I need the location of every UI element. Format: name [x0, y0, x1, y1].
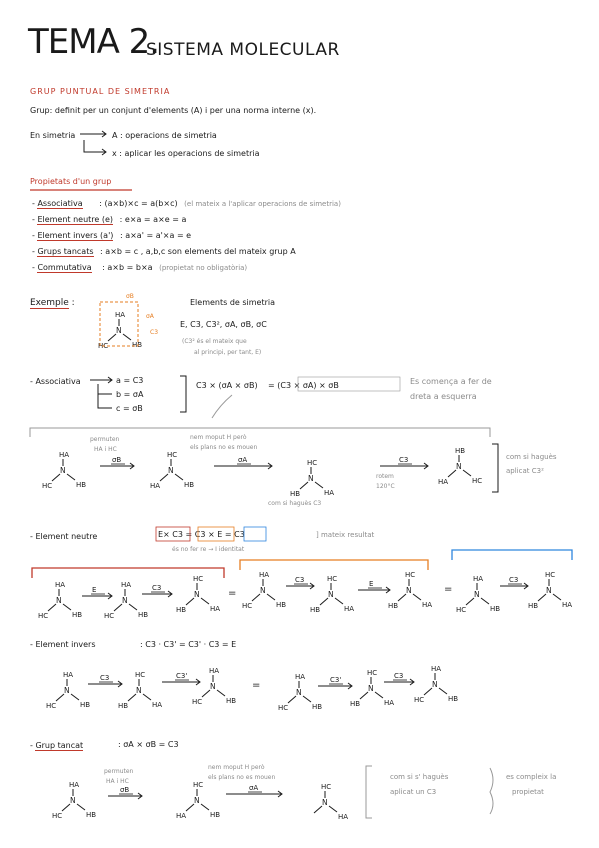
highlight-box [198, 527, 234, 541]
arrow-label: C3 [509, 576, 519, 584]
pointer-arrow [212, 395, 232, 418]
bond-line [186, 598, 194, 605]
atom-label: HB [72, 611, 83, 619]
atom-label: HC [405, 571, 416, 579]
tancat-side-4: propietat [512, 788, 544, 796]
atom-label: HA [115, 311, 126, 319]
atom-label: HA [152, 701, 163, 709]
bond-line [267, 594, 275, 600]
invers-label: - Element invers [30, 640, 96, 649]
nitrogen-atom: N [122, 596, 128, 605]
nitrogen-atom: N [60, 466, 66, 475]
side-note-1: com si haguès [506, 453, 557, 461]
property-row: - Associativa : (a×b)×c = a(b×c) (el mateix a l'aplicar operacions de simetria) [32, 199, 341, 208]
atom-label: HA [562, 601, 573, 609]
bond-line [439, 688, 447, 694]
properties-heading: Propietats d'un grup [30, 177, 112, 186]
atom-label: HB [276, 601, 287, 609]
property-row: - Element neutre (e) : e×a = a×e = a [32, 215, 187, 224]
tancat-label: - Grup tancat [30, 741, 84, 750]
elements-note-2: al principi, per tant, E) [194, 349, 262, 356]
bond-line [186, 804, 194, 811]
no-mou-note-1: nem moput H però [190, 434, 247, 441]
tancat-side-2: aplicat un C3 [390, 788, 437, 796]
atom-label: HC [193, 575, 204, 583]
bracket [180, 376, 186, 412]
property-row: - Commutativa : a×b = b×a (propietat no obligatòria) [32, 263, 248, 272]
atom-label: HC [135, 671, 146, 679]
assoc-a: a = C3 [116, 376, 144, 385]
atom-label: HB [312, 703, 323, 711]
atom-label: HA [63, 671, 74, 679]
nitrogen-atom: N [194, 590, 200, 599]
atom-label: HA [121, 581, 132, 589]
atom-label: HB [388, 602, 399, 610]
tancat-permuten-2: HA i HC [106, 778, 129, 785]
plane-label: σA [146, 313, 154, 320]
elements-note-1: (C3² és el mateix que [182, 338, 247, 345]
property-note: (propietat no obligatòria) [159, 264, 248, 272]
bond-line [63, 604, 71, 610]
en-simetria-label: En simetria [30, 131, 76, 140]
page-title: TEMA 2. [28, 22, 160, 62]
atom-label: HC [327, 575, 338, 583]
page-subtitle: SISTEMA MOLECULAR [146, 40, 340, 60]
rotem-note-1: rotem [376, 473, 394, 480]
bond-line [52, 474, 60, 481]
bond-line [108, 334, 116, 341]
atom-label: HC [367, 669, 378, 677]
assoc-label: - Associativa [30, 377, 81, 386]
atom-label: HC [46, 702, 57, 710]
nitrogen-atom: N [328, 590, 334, 599]
bond-line [201, 804, 209, 810]
property-row: - Grups tancats : a×b = c , a,b,c son elements del mateix grup A [32, 247, 296, 256]
bond-line [481, 598, 489, 604]
bond-line [320, 598, 328, 605]
bond-line [314, 806, 322, 813]
com-si-note: com si haguès C3 [268, 500, 322, 507]
invers-eq: : C3 · C3' = C3' · C3 = E [140, 640, 237, 649]
atom-label: HC [307, 459, 318, 467]
atom-label: HA [295, 673, 306, 681]
bond-line [375, 692, 383, 698]
property-formula: : (a×b)×c = a(b×c) [99, 199, 178, 208]
atom-label: HB [226, 697, 237, 705]
arrow-label: σA [238, 456, 248, 464]
bond-line [424, 688, 432, 695]
example-label: Exemple : [30, 298, 75, 308]
atom-label: HA [324, 489, 335, 497]
atom-label: HB [118, 702, 129, 710]
nitrogen-atom: N [368, 684, 374, 693]
tancat-no-mou-2: els plans no es mouen [208, 774, 276, 781]
property-row: - Element invers (a') : a×a' = a'×a = e [32, 231, 192, 240]
connector-line [84, 140, 106, 152]
arrow-label: C3 [152, 584, 162, 592]
atom-label: HC [242, 602, 253, 610]
bond-line [123, 334, 131, 340]
nitrogen-atom: N [456, 462, 462, 471]
bond-line [315, 482, 323, 488]
equals-sign: = [228, 588, 237, 599]
tancat-permuten-1: permuten [104, 768, 134, 775]
atom-label: HB [350, 700, 361, 708]
atom-label: HB [138, 611, 149, 619]
bond-line [360, 692, 368, 699]
nitrogen-atom: N [116, 326, 122, 335]
arrow-label: C3' [176, 672, 188, 680]
assoc-comment-1: Es comença a fer de [410, 377, 492, 386]
no-mou-note-2: els plans no es mouen [190, 444, 258, 451]
bond-line [398, 594, 406, 601]
nitrogen-atom: N [64, 686, 70, 695]
bond-line [143, 694, 151, 700]
bond-line [303, 696, 311, 702]
nitrogen-atom: N [296, 688, 302, 697]
plane-label: σB [126, 293, 134, 300]
bond-line [413, 594, 421, 600]
arrow-label: C3' [330, 676, 342, 684]
neutre-note: és no fer re → I identitat [172, 546, 245, 553]
atom-label: HA [59, 451, 70, 459]
connector-line [98, 384, 112, 394]
arrow-label: C3 [399, 456, 409, 464]
neutre-result: ] mateix resultat [316, 531, 375, 539]
bond-line [300, 482, 308, 489]
bond-line [553, 594, 561, 600]
property-formula: : a×b = b×a [102, 263, 153, 272]
atom-label: HC [167, 451, 178, 459]
atom-label: HB [76, 481, 87, 489]
assoc-eq-left: C3 × (σA × σB) [196, 381, 258, 390]
nitrogen-atom: N [70, 796, 76, 805]
definition-x: x : aplicar les operacions de simetria [112, 149, 260, 158]
bond-line [129, 604, 137, 610]
tancat-no-mou-1: nem moput H però [208, 764, 265, 771]
grouping-box [298, 377, 400, 391]
bond-line [128, 694, 136, 701]
equals-sign: = [252, 680, 261, 691]
atom-label: HB [310, 606, 321, 614]
permuten-note-1: permuten [90, 436, 120, 443]
rotem-note-2: 120°C [376, 483, 395, 490]
property-note: (el mateix a l'aplicar operacions de simetria) [184, 200, 341, 208]
atom-label: HC [321, 783, 332, 791]
nitrogen-atom: N [260, 586, 266, 595]
neutre-label: - Element neutre [30, 532, 98, 541]
atom-label: HA [176, 812, 187, 820]
arrow-label: σA [249, 784, 259, 792]
atom-label: HA [344, 605, 355, 613]
atom-label: HB [184, 481, 195, 489]
atom-label: HC [98, 342, 109, 350]
arrow-label: C3 [100, 674, 110, 682]
bracket [492, 444, 498, 492]
atom-label: HC [42, 482, 53, 490]
bond-line [335, 598, 343, 604]
arrow-label: E [369, 580, 374, 588]
atom-label: HB [455, 447, 466, 455]
atom-label: HA [338, 813, 349, 821]
group-definition: Grup: definit per un conjunt d'elements (A) i per una norma interne (x). [30, 106, 317, 115]
assoc-b: b = σA [116, 390, 144, 399]
atom-label: HC [104, 612, 115, 620]
bond-line [201, 598, 209, 604]
nitrogen-atom: N [168, 466, 174, 475]
bond-line [463, 470, 471, 476]
equals-sign: = [444, 584, 453, 595]
connector-line [98, 394, 112, 408]
arrow-label: C3 [394, 672, 404, 680]
arrow-label: C3 [295, 576, 305, 584]
bond-line [67, 474, 75, 480]
assoc-comment-2: dreta a esquerra [410, 392, 477, 401]
neutre-eq: E× C3 = C3 × E = C3 [158, 530, 245, 539]
atom-label: HA [384, 699, 395, 707]
atom-label: HA [210, 605, 221, 613]
property-name: Element neutre (e) [37, 215, 114, 224]
atom-label: HC [278, 704, 289, 712]
atom-label: HB [132, 341, 143, 349]
atom-label: HC [52, 812, 63, 820]
group-bracket [452, 550, 572, 560]
tancat-eq: : σA × σB = C3 [118, 740, 179, 749]
property-name: Grups tancats [37, 247, 94, 256]
nitrogen-atom: N [56, 596, 62, 605]
bond-line [288, 696, 296, 703]
assoc-c: c = σB [116, 404, 143, 413]
highlight-box [156, 527, 190, 541]
atom-label: HC [193, 781, 204, 789]
arrow-label: E [92, 586, 97, 594]
atom-label: HA [473, 575, 484, 583]
bond-line [114, 604, 122, 611]
atom-label: HC [414, 696, 425, 704]
atom-label: HC [545, 571, 556, 579]
bond-line [48, 604, 56, 611]
nitrogen-atom: N [308, 474, 314, 483]
bond-line [448, 470, 456, 477]
atom-label: HC [456, 606, 467, 614]
assoc-eq-right: = (C3 × σA) × σB [268, 381, 339, 390]
bond-line [77, 804, 85, 810]
nitrogen-atom: N [136, 686, 142, 695]
highlight-box [244, 527, 266, 541]
axis-label: C3 [150, 329, 159, 336]
property-name: Commutativa [37, 263, 92, 272]
side-note-2: aplicat C3² [506, 467, 544, 475]
bond-line [217, 690, 225, 696]
atom-label: HB [176, 606, 187, 614]
atom-label: HA [259, 571, 270, 579]
elements-list: E, C3, C3², σA, σB, σC [180, 320, 267, 329]
atom-label: HB [290, 490, 301, 498]
atom-label: HA [209, 667, 220, 675]
atom-label: HB [490, 605, 501, 613]
atom-label: HA [69, 781, 80, 789]
property-formula: : e×a = a×e = a [119, 215, 187, 224]
nitrogen-atom: N [546, 586, 552, 595]
property-name: Element invers (a') [37, 231, 114, 240]
bracket [366, 766, 372, 818]
bond-line [329, 806, 337, 812]
arrow-label: σB [120, 786, 130, 794]
arrow-label: σB [112, 456, 122, 464]
atom-label: HB [210, 811, 221, 819]
atom-label: HA [431, 665, 442, 673]
row-bracket [30, 428, 490, 437]
atom-label: HA [55, 581, 66, 589]
brace [490, 768, 493, 814]
atom-label: HA [438, 478, 449, 486]
property-formula: : a×a' = a'×a = e [119, 231, 192, 240]
bond-line [466, 598, 474, 605]
bond-line [160, 474, 168, 481]
atom-label: HC [38, 612, 49, 620]
atom-label: HB [448, 695, 459, 703]
group-bracket [240, 560, 428, 570]
nitrogen-atom: N [406, 586, 412, 595]
nitrogen-atom: N [194, 796, 200, 805]
atom-label: HC [472, 477, 483, 485]
nitrogen-atom: N [322, 798, 328, 807]
property-formula: : a×b = c , a,b,c son elements del mateix grup A [100, 247, 296, 256]
atom-label: HB [86, 811, 97, 819]
nitrogen-atom: N [432, 680, 438, 689]
bond-line [538, 594, 546, 601]
atom-label: HC [192, 698, 203, 706]
nitrogen-atom: N [474, 590, 480, 599]
tancat-side-1: com si s' haguès [390, 773, 449, 781]
bond-line [71, 694, 79, 700]
section-heading-grup: GRUP PUNTUAL DE SIMETRIA [30, 87, 171, 96]
atom-label: HA [422, 601, 433, 609]
atom-label: HB [80, 701, 91, 709]
atom-label: HA [150, 482, 161, 490]
permuten-note-2: HA i HC [94, 446, 117, 453]
tancat-side-3: es compleix la [506, 773, 557, 781]
bond-line [202, 690, 210, 697]
bond-line [62, 804, 70, 811]
atom-label: HB [528, 602, 539, 610]
bond-line [252, 594, 260, 601]
definition-a: A : operacions de simetria [112, 131, 217, 140]
elements-title: Elements de simetria [190, 298, 276, 307]
nitrogen-atom: N [210, 682, 216, 691]
property-name: Associativa [37, 199, 83, 208]
bond-line [175, 474, 183, 480]
bond-line [56, 694, 64, 701]
